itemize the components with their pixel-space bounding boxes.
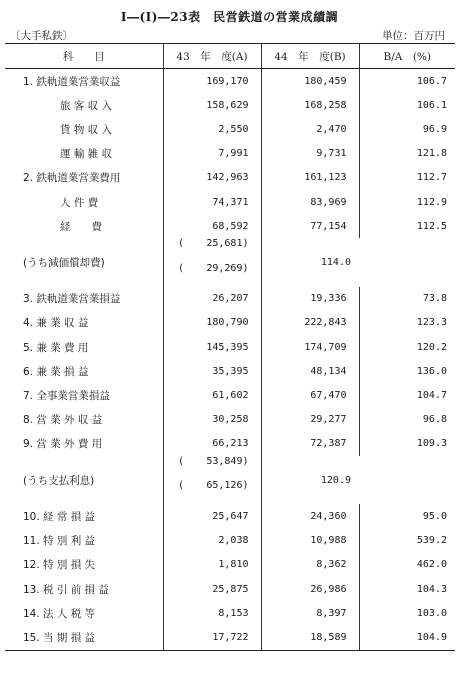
value-ratio: 109.3 [359,432,455,456]
value-fy43: 25,647 [163,504,261,528]
value-fy43 [163,238,261,262]
value: 53,849 [206,456,243,467]
value-ratio: 73.8 [359,287,455,311]
row-label: 5. 兼 業 費 用 [23,341,89,354]
value-fy44: 77,154 [261,214,359,238]
row-label: (うち減価償却費) [23,257,105,269]
value-fy44: 180,459 [261,69,359,94]
value-ratio: 121.8 [359,142,455,166]
value-fy44: 29,277 [261,408,359,432]
value-fy43: 17,722 [163,625,261,650]
row-label: 経 費 [60,220,102,233]
value-ratio: 95.0 [359,504,455,528]
value-ratio: 96.9 [359,117,455,141]
value-fy43: 26,207 [163,287,261,311]
row-label: 12. 特 別 損 失 [23,559,96,572]
unit-label: 単位：百万円 [382,30,445,42]
table-title: Ⅰ―(Ⅰ)―23表 民営鉄道の営業成績調 [120,10,339,24]
table-row [5,553,455,577]
row-label: 旅 客 収 入 [60,99,113,112]
table-row [5,625,455,650]
close-paren: ) [242,262,249,274]
value-ratio: 104.7 [359,383,455,407]
value-fy43: 66,213 [163,432,261,456]
value-fy44: 10,988 [261,529,359,553]
column-header-item: 科 目 [5,44,163,69]
table-row [5,577,455,601]
value-fy44: 18,589 [261,625,359,650]
value-ratio: 120.2 [359,335,455,359]
value-ratio: 120.9 [261,456,359,504]
open-paren: ( [178,480,185,492]
table-row [5,383,455,407]
table-header-row [5,44,455,69]
category-label: 〔大手私鉄〕 [10,30,73,42]
value-ratio: 104.9 [359,625,455,650]
table-row [5,287,455,311]
value-fy44: 26,986 [261,577,359,601]
table-row [5,504,455,528]
value-fy44: 222,843 [261,311,359,335]
table-row [5,529,455,553]
value-fy43: 8,153 [163,601,261,625]
close-paren: ) [242,238,249,250]
value-fy44: 8,397 [261,601,359,625]
value-ratio: 123.3 [359,311,455,335]
table-row [5,432,455,456]
row-label: 2. 鉄軌道業営業費用 [23,172,121,185]
value-ratio: 462.0 [359,553,455,577]
table-row [5,456,455,504]
value-fy43: 74,371 [163,190,261,214]
row-label: 7. 全事業営業損益 [23,390,110,403]
table-row [5,117,455,141]
close-paren: ) [242,480,249,492]
column-header-fy43: 43 年 度(A) [163,44,261,69]
value-ratio: 96.8 [359,408,455,432]
table-row [5,359,455,383]
table-body [5,69,455,651]
value-ratio: 103.0 [359,601,455,625]
value-fy43: 180,790 [163,311,261,335]
row-label: 14. 法 人 税 等 [23,607,96,620]
value-ratio: 539.2 [359,529,455,553]
row-label: 9. 営 業 外 費 用 [23,438,103,451]
table-row [5,408,455,432]
row-label: 6. 兼 業 損 益 [23,365,89,378]
value-fy44: 168,258 [261,93,359,117]
value-fy44: 72,387 [261,432,359,456]
row-label: 3. 鉄軌道業営業損益 [23,293,121,306]
row-label: 運 輸 雑 収 [60,148,113,161]
value: 29,269 [206,262,243,274]
close-paren: ) [242,456,249,467]
table-row [5,142,455,166]
value-fy43: 61,602 [163,383,261,407]
row-label: 貨 物 収 入 [60,123,113,136]
table-row [5,311,455,335]
value-fy44: 8,362 [261,553,359,577]
value-fy43: 68,592 [163,214,261,238]
row-label: 8. 営 業 外 収 益 [23,414,103,427]
table-row [5,214,455,238]
table-row [5,238,455,286]
open-paren: ( [178,262,185,274]
row-label: 15. 当 期 損 益 [5,625,163,650]
value-fy44: 19,336 [261,287,359,311]
column-header-fy44: 44 年 度(B) [261,44,359,69]
row-label: 4. 兼 業 収 益 [23,317,89,330]
value: 65,126 [206,480,243,492]
value-fy43: 7,991 [163,142,261,166]
operating-results-table [5,43,455,651]
value-fy44: 24,360 [261,504,359,528]
row-label: (うち支払利息) [23,474,95,487]
value-fy43: 2,038 [163,529,261,553]
value-fy44: 48,134 [261,359,359,383]
row-label: 10. 経 常 損 益 [23,510,96,523]
value-fy44: 67,470 [261,383,359,407]
open-paren: ( [178,238,185,250]
row-label: 1. 鉄軌道業営業収益 [23,75,121,88]
value-fy44: 9,731 [261,142,359,166]
value-ratio: 114.0 [261,238,359,286]
value-fy43: 30,258 [163,408,261,432]
value-fy43: 169,170 [163,69,261,94]
value-fy43: 145,395 [163,335,261,359]
value-fy43: 158,629 [163,93,261,117]
value-fy43: 142,963 [163,166,261,190]
value-fy44: 2,470 [261,117,359,141]
table-row [5,69,455,94]
value-fy44: 161,123 [261,166,359,190]
column-header-ratio: B/A (%) [359,44,455,69]
value-fy44: 83,969 [261,190,359,214]
value-ratio: 112.5 [359,214,455,238]
open-paren: ( [178,456,185,467]
value-fy43 [163,456,261,480]
row-label: 人 件 費 [60,196,99,209]
value-fy43: 2,550 [163,117,261,141]
value-ratio: 106.1 [359,93,455,117]
value-fy43: 35,395 [163,359,261,383]
table-row [5,335,455,359]
row-label: 13. 税 引 前 損 益 [23,583,109,596]
row-label: 11. 特 別 利 益 [23,535,96,548]
value-ratio: 104.3 [359,577,455,601]
value-fy44: 174,709 [261,335,359,359]
value-fy43: 25,875 [163,577,261,601]
value-ratio: 112.7 [359,166,455,190]
table-row [5,190,455,214]
value: 25,681 [206,238,243,250]
value-fy44 [163,480,261,504]
value-fy44 [163,263,261,287]
table-row [5,93,455,117]
value-ratio: 106.7 [359,69,455,94]
value-fy43: 1,810 [163,553,261,577]
table-row [5,601,455,625]
value-ratio: 136.0 [359,359,455,383]
table-row [5,166,455,190]
value-ratio: 112.9 [359,190,455,214]
